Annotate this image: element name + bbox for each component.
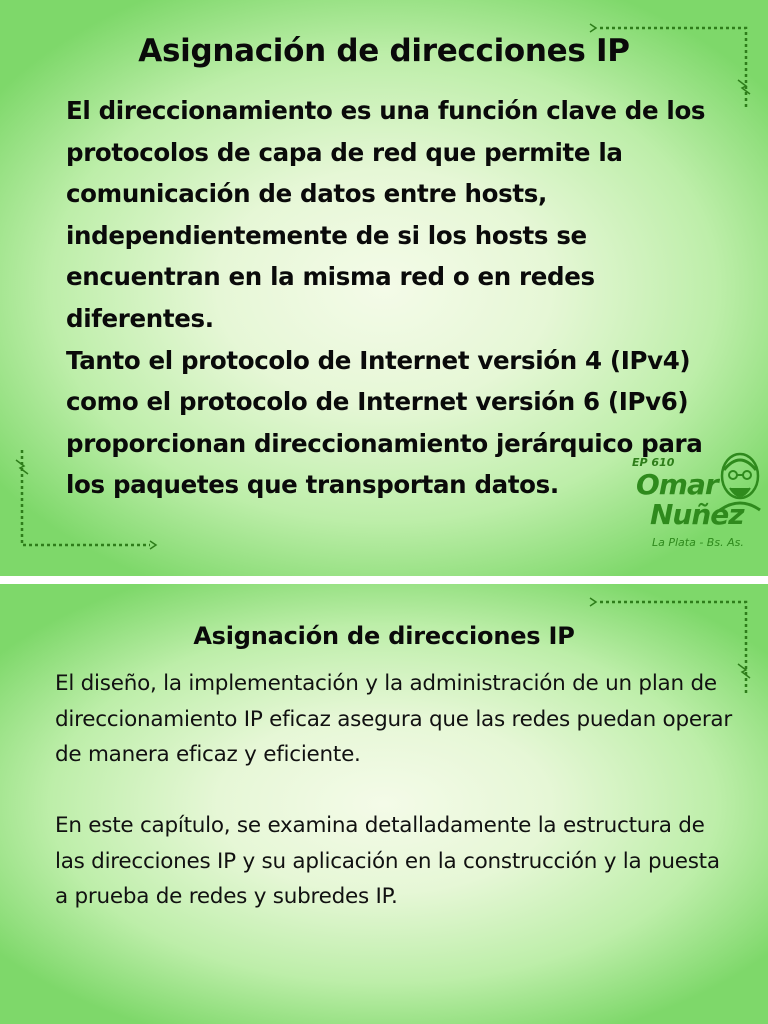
logo-name-first: Omar [636, 468, 718, 501]
logo-name-last: Nuñez [650, 498, 744, 531]
slide-2-paragraph-2: En este capítulo, se examina detalladamente la estructura de las direcciones IP y su aplicación en la construcción y la puesta a prueba de redes y subredes IP. [55, 813, 720, 909]
slide-2-body [55, 666, 735, 950]
logo-place: La Plata - Bs. As. [652, 536, 744, 549]
slide-2 [0, 584, 768, 1024]
omar-nunez-logo [628, 448, 768, 568]
slide-2-paragraph-1: El diseño, la implementación y la administración de un plan de direccionamiento IP eficaz asegura que las redes puedan operar de manera eficaz y eficiente. [55, 671, 732, 767]
logo-school-number: EP 610 [632, 456, 675, 469]
slide-1-paragraph-2: Tanto el protocolo de Internet versión 4 (IPv4) como el protocolo de Internet versión 6 (IPv6) proporcionan direccionamiento jerárquico para los paquetes que transportan datos. [66, 345, 703, 500]
slide-1-title: Asignación de direcciones IP [138, 33, 630, 69]
slide-separator [0, 576, 768, 584]
slide-1-paragraph-1: El direccionamiento es una función clave de los protocolos de capa de red que permite la comunicación de datos entre hosts, independientemente de si los hosts se encuentran en la misma red o en redes diferentes. [66, 96, 706, 333]
slide-1-body [66, 90, 746, 506]
slide-2-title: Asignación de direcciones IP [193, 622, 575, 650]
